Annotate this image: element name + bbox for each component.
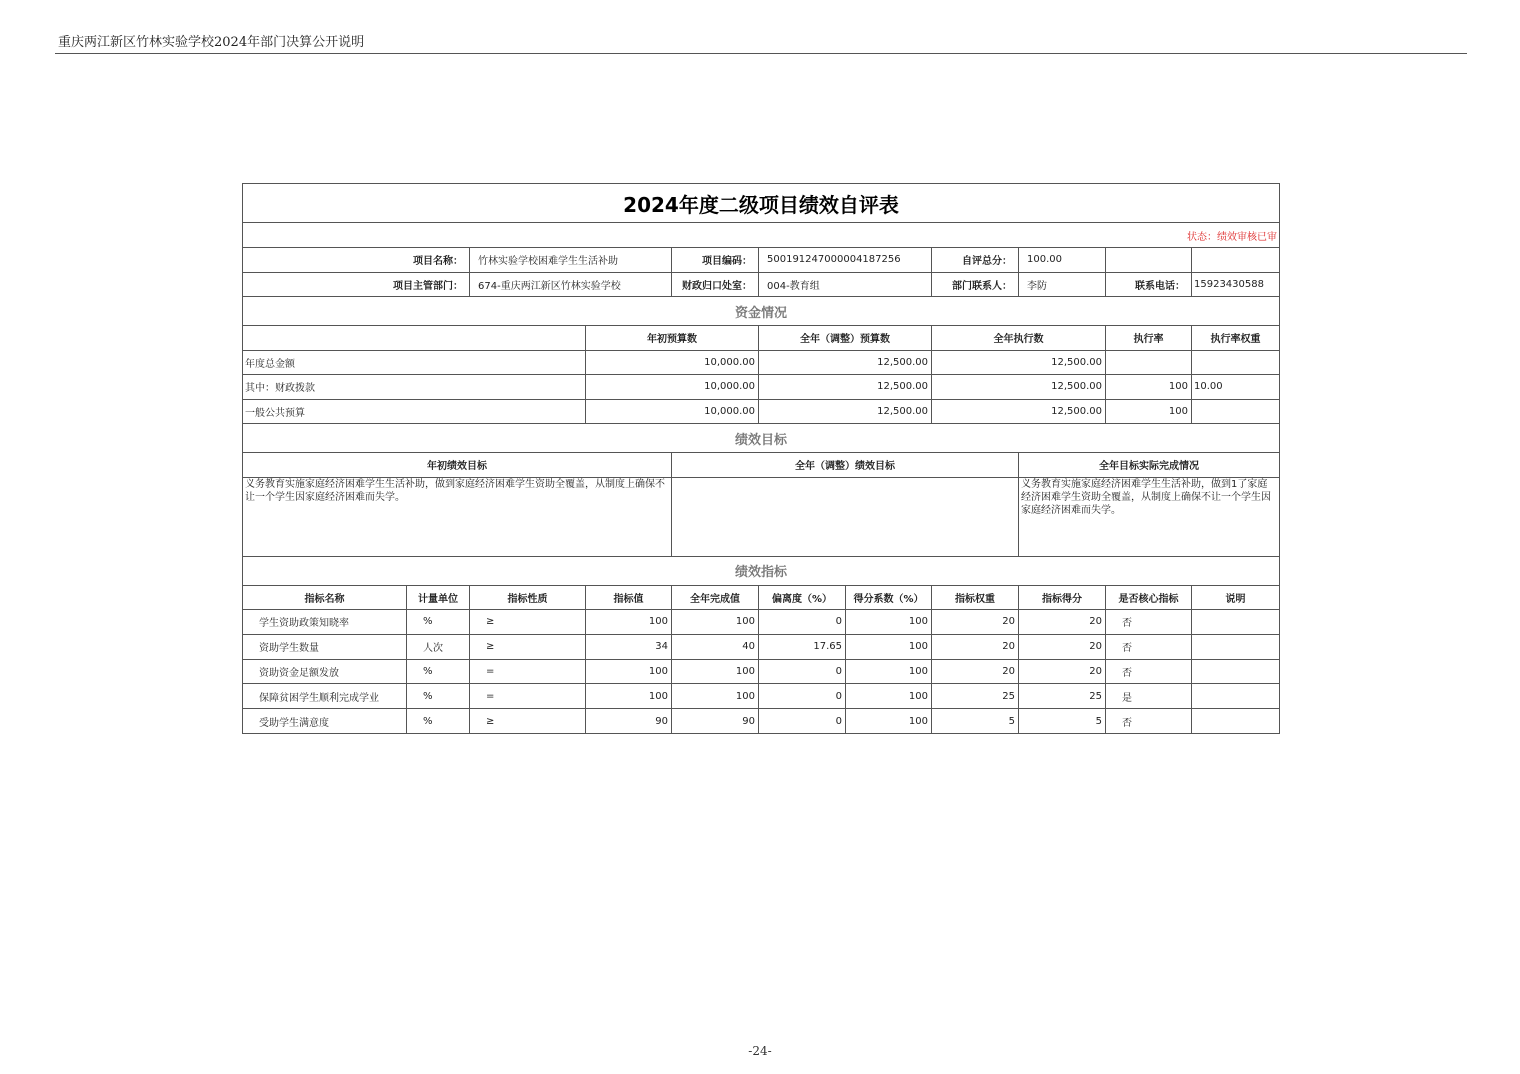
funds-header-blank — [243, 326, 586, 351]
indicator-row — [243, 659, 1280, 684]
project-code-value: 500191247000004187256 — [759, 248, 932, 273]
indicator-score: 5 — [1019, 709, 1106, 734]
indicator-unit: 人次 — [407, 634, 470, 659]
phone-label: 联系电话： — [1106, 272, 1192, 297]
indicator-weight: 25 — [932, 684, 1019, 709]
funds-header-weight: 执行率权重 — [1192, 326, 1280, 351]
indicator-note — [1192, 684, 1280, 709]
finance-office-value: 004-教育组 — [759, 272, 932, 297]
indicator-note — [1192, 659, 1280, 684]
funds-row — [243, 399, 1280, 424]
status-text: 状态：绩效审核已审 — [243, 223, 1280, 248]
indicator-deviation: 0 — [759, 709, 846, 734]
funds-adjusted: 12,500.00 — [759, 350, 932, 375]
goals-header-actual: 全年目标实际完成情况 — [1019, 453, 1280, 478]
indicator-deviation: 0 — [759, 684, 846, 709]
funds-weight — [1192, 350, 1280, 375]
indicator-weight: 5 — [932, 709, 1019, 734]
indicator-unit: % — [407, 709, 470, 734]
ind-header-core: 是否核心指标 — [1106, 585, 1192, 610]
funds-header-adjusted: 全年（调整）预算数 — [759, 326, 932, 351]
indicator-row — [243, 684, 1280, 709]
indicator-unit: % — [407, 659, 470, 684]
indicator-name: 受助学生满意度 — [243, 709, 407, 734]
indicator-note — [1192, 610, 1280, 635]
ind-header-note: 说明 — [1192, 585, 1280, 610]
indicator-core: 否 — [1106, 610, 1192, 635]
indicator-core: 否 — [1106, 659, 1192, 684]
funds-executed: 12,500.00 — [932, 375, 1106, 400]
indicator-score: 25 — [1019, 684, 1106, 709]
project-code-label: 项目编码： — [672, 248, 759, 273]
funds-rate: 100 — [1106, 375, 1192, 400]
empty-cell — [1192, 248, 1280, 273]
indicator-target: 90 — [586, 709, 672, 734]
funds-weight — [1192, 399, 1280, 424]
indicator-deviation: 17.65 — [759, 634, 846, 659]
goal-adjusted-text — [672, 477, 1019, 556]
funds-section-title: 资金情况 — [243, 297, 1280, 326]
indicator-row — [243, 610, 1280, 635]
funds-header-rate: 执行率 — [1106, 326, 1192, 351]
ind-header-nature: 指标性质 — [470, 585, 586, 610]
page-header: 重庆两江新区竹林实验学校2024年部门决算公开说明 — [58, 35, 365, 50]
project-name-value: 竹林实验学校困难学生生活补助 — [470, 248, 672, 273]
ind-header-name: 指标名称 — [243, 585, 407, 610]
indicator-core: 否 — [1106, 634, 1192, 659]
indicator-score: 20 — [1019, 634, 1106, 659]
funds-adjusted: 12,500.00 — [759, 399, 932, 424]
indicator-target: 100 — [586, 659, 672, 684]
score-value: 100.00 — [1019, 248, 1106, 273]
funds-adjusted: 12,500.00 — [759, 375, 932, 400]
indicator-actual: 100 — [672, 610, 759, 635]
indicator-target: 34 — [586, 634, 672, 659]
indicator-actual: 40 — [672, 634, 759, 659]
funds-header-initial: 年初预算数 — [586, 326, 759, 351]
phone-value: 15923430588 — [1192, 272, 1280, 297]
ind-header-actual: 全年完成值 — [672, 585, 759, 610]
indicator-weight: 20 — [932, 610, 1019, 635]
funds-row-label: 其中：财政拨款 — [243, 375, 586, 400]
indicator-note — [1192, 634, 1280, 659]
funds-row — [243, 375, 1280, 400]
indicator-row — [243, 709, 1280, 734]
funds-initial: 10,000.00 — [586, 399, 759, 424]
indicator-nature: = — [470, 659, 586, 684]
ind-header-target: 指标值 — [586, 585, 672, 610]
indicator-core: 否 — [1106, 709, 1192, 734]
dept-label: 项目主管部门： — [243, 272, 470, 297]
indicator-unit: % — [407, 684, 470, 709]
indicator-coef: 100 — [846, 709, 932, 734]
indicator-target: 100 — [586, 684, 672, 709]
indicator-actual: 90 — [672, 709, 759, 734]
funds-row — [243, 350, 1280, 375]
indicator-nature: ≥ — [470, 610, 586, 635]
score-label: 自评总分： — [932, 248, 1019, 273]
indicator-coef: 100 — [846, 610, 932, 635]
indicator-score: 20 — [1019, 659, 1106, 684]
indicator-coef: 100 — [846, 634, 932, 659]
ind-header-deviation: 偏离度（%） — [759, 585, 846, 610]
indicator-coef: 100 — [846, 684, 932, 709]
indicator-core: 是 — [1106, 684, 1192, 709]
goals-section-title: 绩效目标 — [243, 424, 1280, 453]
funds-executed: 12,500.00 — [932, 350, 1106, 375]
indicator-nature: ≥ — [470, 709, 586, 734]
indicator-row — [243, 634, 1280, 659]
indicator-name: 资助资金足额发放 — [243, 659, 407, 684]
indicator-actual: 100 — [672, 684, 759, 709]
indicator-nature: = — [470, 684, 586, 709]
ind-header-score: 指标得分 — [1019, 585, 1106, 610]
funds-row-label: 一般公共预算 — [243, 399, 586, 424]
indicator-name: 保障贫困学生顺利完成学业 — [243, 684, 407, 709]
indicator-deviation: 0 — [759, 610, 846, 635]
indicator-name: 学生资助政策知晓率 — [243, 610, 407, 635]
goals-header-adjusted: 全年（调整）绩效目标 — [672, 453, 1019, 478]
project-name-label: 项目名称： — [243, 248, 470, 273]
contact-value: 李防 — [1019, 272, 1106, 297]
funds-rate — [1106, 350, 1192, 375]
ind-header-coef: 得分系数（%） — [846, 585, 932, 610]
goals-header-initial: 年初绩效目标 — [243, 453, 672, 478]
indicators-section-title: 绩效指标 — [243, 556, 1280, 585]
indicator-coef: 100 — [846, 659, 932, 684]
contact-label: 部门联系人： — [932, 272, 1019, 297]
funds-row-label: 年度总金额 — [243, 350, 586, 375]
page-number: -24- — [748, 1044, 772, 1058]
ind-header-weight: 指标权重 — [932, 585, 1019, 610]
funds-header-executed: 全年执行数 — [932, 326, 1106, 351]
goal-actual-text: 义务教育实施家庭经济困难学生生活补助，做到1了家庭经济困难学生资助全覆盖，从制度上确保不让一个学生因家庭经济困难而失学。 — [1019, 477, 1280, 556]
funds-weight: 10.00 — [1192, 375, 1280, 400]
indicator-unit: % — [407, 610, 470, 635]
indicator-deviation: 0 — [759, 659, 846, 684]
indicator-actual: 100 — [672, 659, 759, 684]
finance-office-label: 财政归口处室： — [672, 272, 759, 297]
indicator-weight: 20 — [932, 659, 1019, 684]
funds-executed: 12,500.00 — [932, 399, 1106, 424]
performance-evaluation-table — [242, 183, 1280, 734]
dept-value: 674-重庆两江新区竹林实验学校 — [470, 272, 672, 297]
goal-initial-text: 义务教育实施家庭经济困难学生生活补助，做到家庭经济困难学生资助全覆盖，从制度上确保不让一个学生因家庭经济困难而失学。 — [243, 477, 672, 556]
indicator-nature: ≥ — [470, 634, 586, 659]
indicator-note — [1192, 709, 1280, 734]
funds-initial: 10,000.00 — [586, 375, 759, 400]
indicator-name: 资助学生数量 — [243, 634, 407, 659]
ind-header-unit: 计量单位 — [407, 585, 470, 610]
empty-cell — [1106, 248, 1192, 273]
indicator-target: 100 — [586, 610, 672, 635]
indicator-weight: 20 — [932, 634, 1019, 659]
form-title: 2024年度二级项目绩效自评表 — [243, 184, 1280, 223]
funds-initial: 10,000.00 — [586, 350, 759, 375]
funds-rate: 100 — [1106, 399, 1192, 424]
header-rule — [55, 53, 1467, 54]
indicator-score: 20 — [1019, 610, 1106, 635]
